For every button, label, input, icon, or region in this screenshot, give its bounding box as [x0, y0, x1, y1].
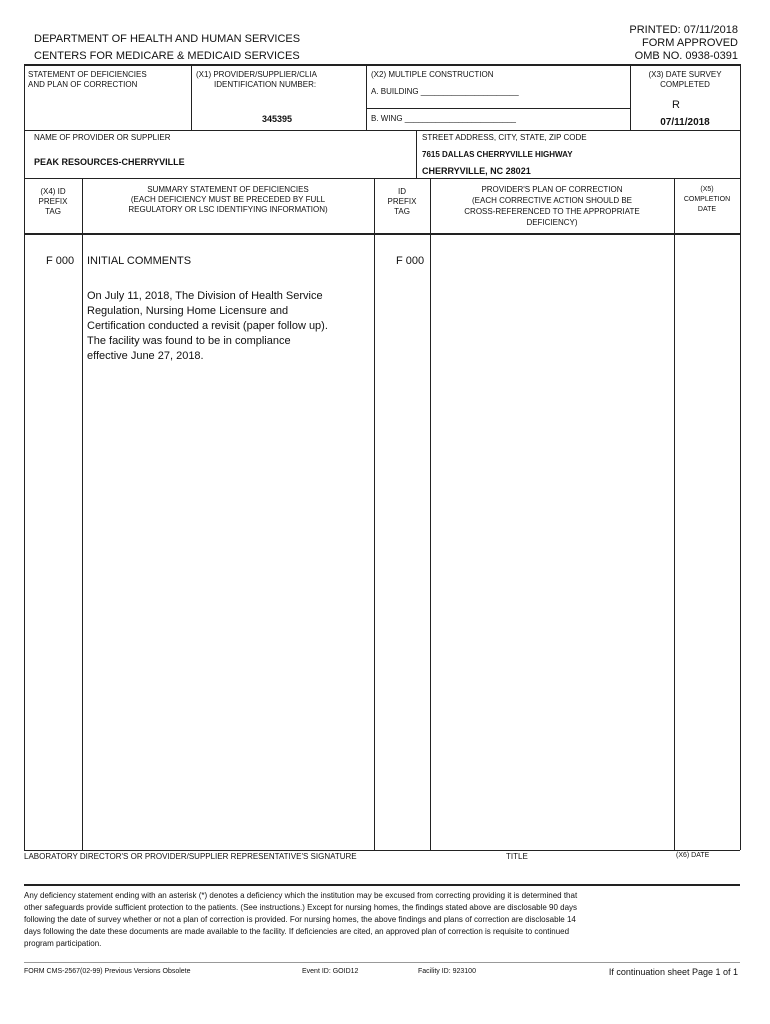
- plan-label-2: (EACH CORRECTIVE ACTION SHOULD BE: [471, 196, 633, 205]
- summary-label-1: SUMMARY STATEMENT OF DEFICIENCIES: [147, 185, 309, 194]
- continuation-page: If continuation sheet Page 1 of 1: [608, 967, 738, 977]
- omb-number: OMB NO. 0938-0391: [634, 50, 738, 62]
- entry-title: INITIAL COMMENTS: [87, 255, 192, 267]
- statement-label-2: AND PLAN OF CORRECTION: [28, 80, 138, 89]
- divider: [24, 850, 740, 851]
- divider: [24, 962, 740, 963]
- left-border: [24, 64, 25, 850]
- summary-label-3: REGULATORY OR LSC IDENTIFYING INFORMATION): [128, 205, 328, 214]
- address-label: STREET ADDRESS, CITY, STATE, ZIP CODE: [422, 133, 587, 142]
- provider-name: PEAK RESOURCES-CHERRYVILLE: [34, 157, 185, 167]
- x2-label: (X2) MULTIPLE CONSTRUCTION: [371, 70, 494, 79]
- event-id: Event ID: GOID12: [302, 968, 359, 975]
- entry-line-1: On July 11, 2018, The Division of Health Service: [87, 290, 323, 302]
- agency-line: CENTERS FOR MEDICARE & MEDICAID SERVICES: [34, 50, 300, 62]
- disclaimer-line-5: program participation.: [24, 939, 102, 948]
- x1-label-1: (X1) PROVIDER/SUPPLIER/CLIA: [196, 70, 317, 79]
- id-label-3: TAG: [394, 207, 410, 216]
- disclaimer-line-3: following the date of survey whether or not a plan of correction is provided. For nursing homes, the above findings and plans of correction are disclosable 14: [24, 915, 576, 924]
- entry-line-4: The facility was found to be in compliance: [87, 335, 291, 347]
- divider: [24, 233, 740, 235]
- id-label-1: ID: [398, 187, 406, 196]
- provider-id-number: 345395: [262, 114, 293, 124]
- divider: [430, 178, 431, 850]
- provider-name-label: NAME OF PROVIDER OR SUPPLIER: [34, 133, 171, 142]
- x5-label-2: COMPLETION: [683, 196, 731, 203]
- form-id: FORM CMS-2567(02-99) Previous Versions Obsolete: [24, 968, 191, 975]
- divider: [374, 178, 375, 850]
- survey-r: R: [672, 99, 680, 111]
- plan-label-1: PROVIDER'S PLAN OF CORRECTION: [481, 185, 623, 194]
- divider: [24, 130, 740, 131]
- disclaimer-line-1: Any deficiency statement ending with an asterisk (*) denotes a deficiency which the institution may be excused from correcting providing it is determined that: [24, 891, 578, 900]
- x4-label-3: TAG: [45, 207, 61, 216]
- wing-line: B. WING _________________________: [371, 114, 517, 123]
- title-label: TITLE: [506, 852, 528, 861]
- tag-right: F 000: [396, 255, 425, 267]
- divider: [82, 178, 83, 850]
- signature-label: LABORATORY DIRECTOR'S OR PROVIDER/SUPPLIER REPRESENTATIVE'S SIGNATURE: [24, 852, 357, 861]
- disclaimer-line-2: other safeguards provide sufficient protection to the patients. (See instructions.) Except for nursing homes, the findings stated above are disclosable 90 days: [24, 903, 578, 912]
- x5-label-3: DATE: [697, 206, 717, 213]
- summary-label-2: (EACH DEFICIENCY MUST BE PRECEDED BY FULL: [130, 195, 326, 204]
- address-city: CHERRYVILLE, NC 28021: [422, 166, 531, 176]
- x5-label-1: (X5): [700, 186, 714, 193]
- right-border: [740, 64, 741, 850]
- x1-label-2: IDENTIFICATION NUMBER:: [214, 80, 317, 89]
- divider: [24, 178, 740, 179]
- x4-label-1: (X4) ID: [40, 187, 66, 196]
- printed-date: PRINTED: 07/11/2018: [629, 24, 738, 36]
- plan-label-4: DEFICIENCY): [526, 218, 578, 227]
- disclaimer-line-4: days following the date these documents are made available to the facility. If deficiencies are cited, an approved plan of correction is requisite to continued: [24, 927, 570, 936]
- building-line: A. BUILDING ______________________: [371, 87, 519, 96]
- tag-left: F 000: [46, 255, 75, 267]
- divider: [366, 64, 367, 130]
- department-line: DEPARTMENT OF HEALTH AND HUMAN SERVICES: [34, 33, 301, 45]
- divider: [416, 130, 417, 178]
- x4-label-2: PREFIX: [38, 197, 68, 206]
- date-label: (X6) DATE: [676, 852, 710, 859]
- entry-line-5: effective June 27, 2018.: [87, 350, 204, 362]
- x3-label-2: COMPLETED: [660, 80, 710, 89]
- facility-id: Facility ID: 923100: [418, 968, 476, 975]
- statement-label-1: STATEMENT OF DEFICIENCIES: [28, 70, 147, 79]
- x3-label-1: (X3) DATE SURVEY: [648, 70, 722, 79]
- top-border: [24, 64, 740, 66]
- divider: [191, 64, 192, 130]
- divider: [24, 884, 740, 886]
- plan-label-3: CROSS-REFERENCED TO THE APPROPRIATE: [464, 207, 640, 216]
- survey-completed-date: 07/11/2018: [660, 117, 710, 128]
- entry-line-3: Certification conducted a revisit (paper follow up).: [87, 320, 328, 332]
- divider: [366, 108, 630, 109]
- form-approved: FORM APPROVED: [642, 37, 738, 49]
- address-street: 7615 DALLAS CHERRYVILLE HIGHWAY: [422, 150, 573, 159]
- entry-line-2: Regulation, Nursing Home Licensure and: [87, 305, 289, 317]
- id-label-2: PREFIX: [387, 197, 417, 206]
- divider: [674, 178, 675, 850]
